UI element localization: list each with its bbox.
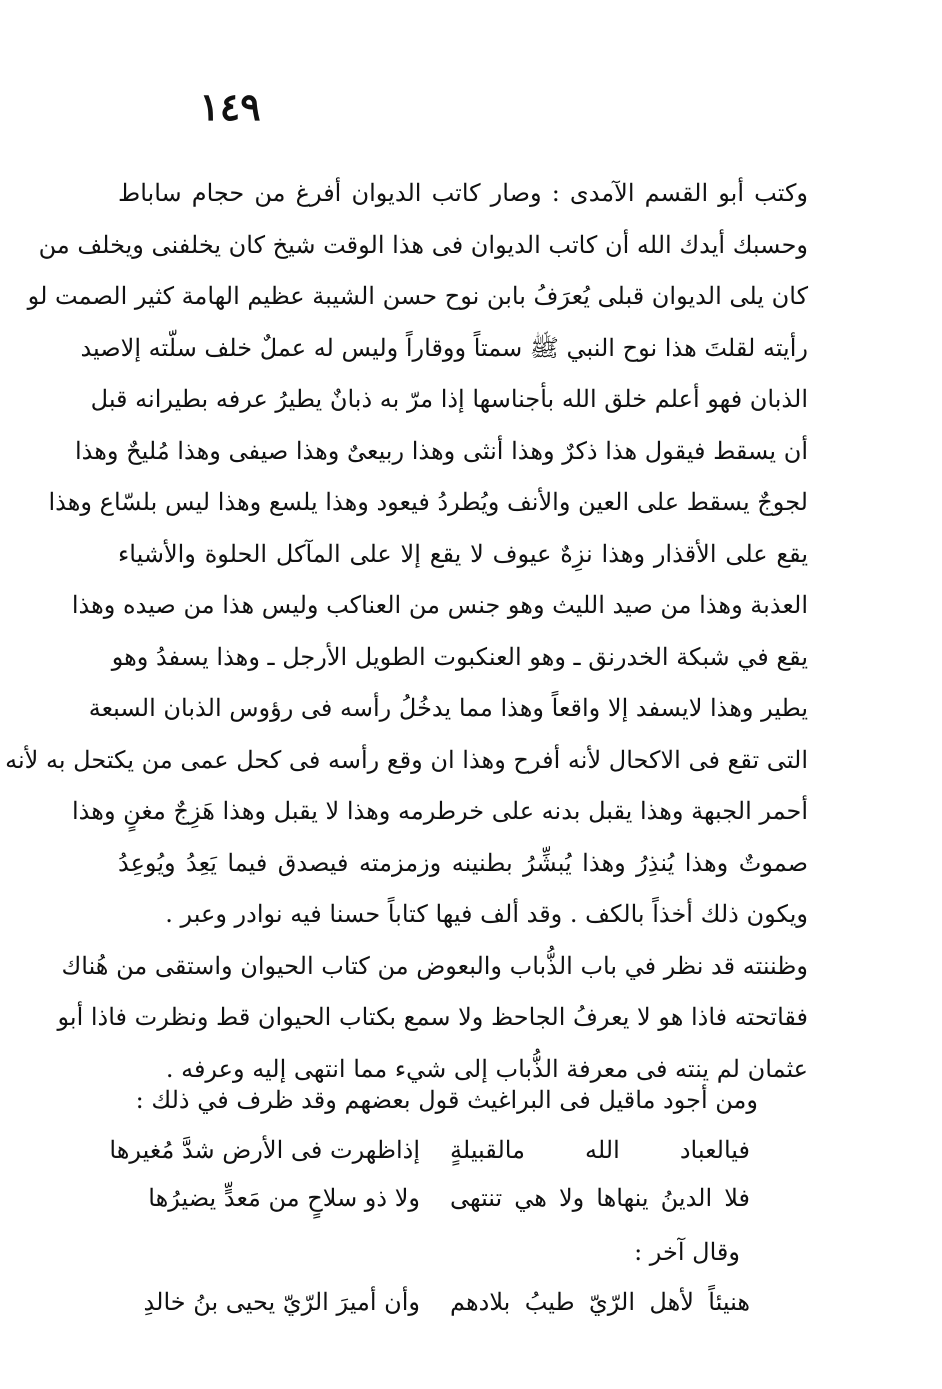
body-line: العذبة وهذا من صيد الليث وهو جنس من العناكب وليس هذا من صيده وهذا (71, 591, 808, 619)
verse-second-hemistich: وأن أميرَ الرّيّ يحيى بنُ خالدِ (143, 1288, 420, 1316)
body-line: يقع على الأقذار وهذا نزِهٌ عيوف لا يقع إلا على المآكل الحلوة والأشياء (118, 539, 808, 568)
body-line: عثمان لم ينته فى معرفة الذُّباب إلى شيء مما انتهى إليه وعرفه . (165, 1054, 808, 1083)
final-verse-line (143, 1280, 750, 1324)
body-text (5, 168, 808, 1095)
body-line: التى تقع فى الاكحال لأنه أفرح وهذا ان وقع رأسه فى كحل عمى من يكتحل به لأنه (5, 745, 808, 774)
verse-first-hemistich: فلا الدينُ ينهاها ولا هي تنتهى (450, 1184, 750, 1212)
body-line: صموتٌ وهذا يُنذِرُ وهذا يُبشِّرُ بطنينه وزمزمته فيصدق فيما يَعِدُ ويُوعِدُ (118, 848, 808, 877)
body-line: فقاتحته فاذا هو لا يعرفُ الجاحظ ولا سمع بكتاب الحيوان قط ونظرت فاذا أبو (57, 1003, 808, 1031)
said-another: وقال آخر : (634, 1238, 740, 1266)
verse-line (109, 1128, 750, 1172)
body-line: ويكون ذلك أخذاً بالكف . وقد ألف فيها كتاباً حسنا فيه نوادر وعبر . (165, 900, 808, 928)
body-line: رأيته لقلتَ هذا نوح النبي ﷺ سمتاً ووقاراً وليس له عملٌ خلف سلّته إلاصيد (80, 333, 808, 362)
body-line: وظننته قد نظر في باب الذُّباب والبعوض من كتاب الحيوان واستقى من هُناك (61, 951, 808, 980)
verse-line (150, 1176, 750, 1220)
body-line: أحمر الجبهة وهذا يقبل بدنه على خرطرمه وهذا لا يقبل وهذا هَزِجٌ مغنٍ وهذا (72, 797, 808, 825)
verse-first-hemistich: فيالعباد الله مالقبيلةٍ (450, 1136, 750, 1164)
body-line: أن يسقط فيقول هذا ذكرٌ وهذا أنثى وهذا ربيعىٌ وهذا صيفى وهذا مُليحٌ وهذا (75, 436, 808, 465)
body-line: وحسبك أيدك الله أن كاتب الديوان فى هذا الوقت شيخ كان يخلفنى ويخلف من (38, 230, 808, 259)
verse-second-hemistich: إذاظهرت فى الأرض شدَّ مُغيرها (109, 1136, 420, 1164)
verse-second-hemistich: ولا ذو سلاحٍ من مَعدٍّ يضيرُها (148, 1184, 420, 1212)
body-line: يطير وهذا لايسفد إلا واقعاً وهذا مما يدخُلُ رأسه فى رؤوس الذبان السبعة (88, 694, 808, 722)
body-line: الذبان فهو أعلم خلق الله بأجناسها إذا مرّ به ذبانٌ يطيرُ عرفه بطيرانه قبل (90, 385, 808, 413)
poetry-intro: ومن أجود ماقيل فى البراغيث قول بعضهم وقد ظرف في ذلك : (135, 1086, 758, 1114)
body-line: لجوجٌ يسقط على العين والأنف ويُطردُ فيعود وهذا يلسع وهذا ليس بلسّاع وهذا (48, 488, 808, 516)
body-line: وكتب أبو القسم الآمدى : وصار كاتب الديوان أفرغ من حجام ساباط (118, 179, 808, 207)
page-number: ١٤٩ (199, 84, 261, 129)
body-line: يقع في شبكة الخدرنق ـ وهو العنكبوت الطويل الأرجل ـ وهذا يسفدُ وهو (111, 642, 808, 671)
body-line: كان يلى الديوان قبلى يُعرَفُ بابن نوح حسن الشيبة عظيم الهامة كثير الصمت لو (27, 282, 808, 310)
verse-first-hemistich: هنيئاً لأهل الرّيّ طيبُ بلادهم (450, 1288, 750, 1316)
